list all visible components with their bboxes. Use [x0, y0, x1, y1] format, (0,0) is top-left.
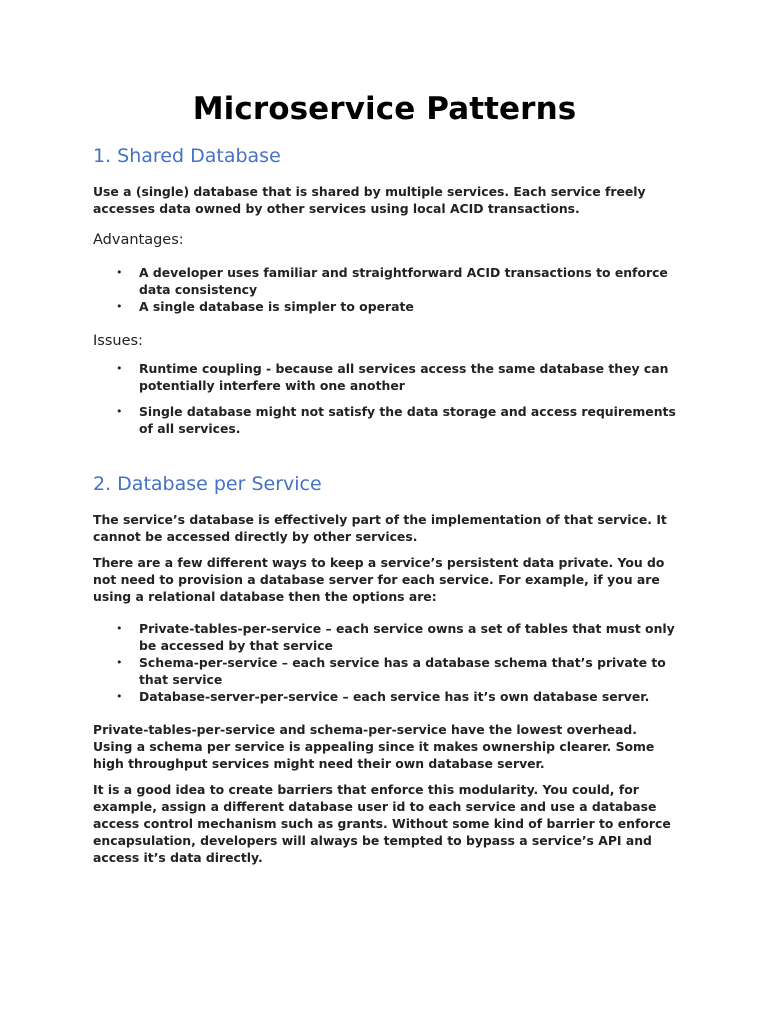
bullet-icon: • — [116, 405, 123, 418]
list-item — [93, 403, 676, 437]
list-item — [93, 654, 676, 688]
list-item-text: A single database is simpler to operate — [139, 299, 414, 314]
database-per-service-paragraph-1: The service’s database is effectively part of the implementation of that service. It cannot be accessed directly by other services. — [93, 512, 667, 544]
database-per-service-paragraph-2: There are a few different ways to keep a service’s persistent data private. You do not need to provision a database server for each service. For example, if you are using a relational database then the options are: — [93, 555, 665, 604]
issues-label: Issues: — [93, 333, 143, 349]
shared-database-intro: Use a (single) database that is shared by multiple services. Each service freely accesses data owned by other services using local ACID transactions. — [93, 184, 646, 216]
options-list — [93, 620, 676, 705]
document-title: Microservice Patterns — [192, 91, 577, 127]
list-item-text: Schema-per-service – each service has a database schema that’s private to that service — [139, 655, 666, 687]
bullet-icon: • — [116, 690, 123, 703]
list-item — [93, 360, 676, 394]
list-item — [93, 264, 676, 298]
bullet-icon: • — [116, 622, 123, 635]
advantages-list — [93, 264, 676, 315]
database-per-service-paragraph-3: Private-tables-per-service and schema-per-service have the lowest overhead. Using a schema per service is appealing since it makes ownership clearer. Some high throughput services might need their own database server. — [93, 722, 655, 771]
list-item — [93, 688, 676, 705]
bullet-icon: • — [116, 300, 123, 313]
database-per-service-paragraph-4: It is a good idea to create barriers that enforce this modularity. You could, for example, assign a different database user id to each service and use a database access control mechanism such as grants. Without some kind of barrier to enforce encapsulation, developers will always be tempted to bypass a service’s API and access it’s data directly. — [93, 782, 671, 865]
section-heading-database-per-service: 2. Database per Service — [93, 473, 322, 495]
bullet-icon: • — [116, 266, 123, 279]
list-item-text: A developer uses familiar and straightforward ACID transactions to enforce data consistency — [139, 265, 668, 297]
list-item-text: Private-tables-per-service – each service owns a set of tables that must only be accessed by that service — [139, 621, 675, 653]
section-heading-shared-database: 1. Shared Database — [93, 145, 281, 167]
list-item — [93, 620, 676, 654]
advantages-label: Advantages: — [93, 232, 184, 248]
bullet-icon: • — [116, 362, 123, 375]
issues-list — [93, 360, 676, 437]
list-item — [93, 298, 676, 315]
list-item-text: Database-server-per-service – each service has it’s own database server. — [139, 689, 650, 704]
list-item-text: Runtime coupling - because all services access the same database they can potentially interfere with one another — [139, 361, 669, 393]
bullet-icon: • — [116, 656, 123, 669]
list-item-text: Single database might not satisfy the data storage and access requirements of all services. — [139, 404, 676, 436]
